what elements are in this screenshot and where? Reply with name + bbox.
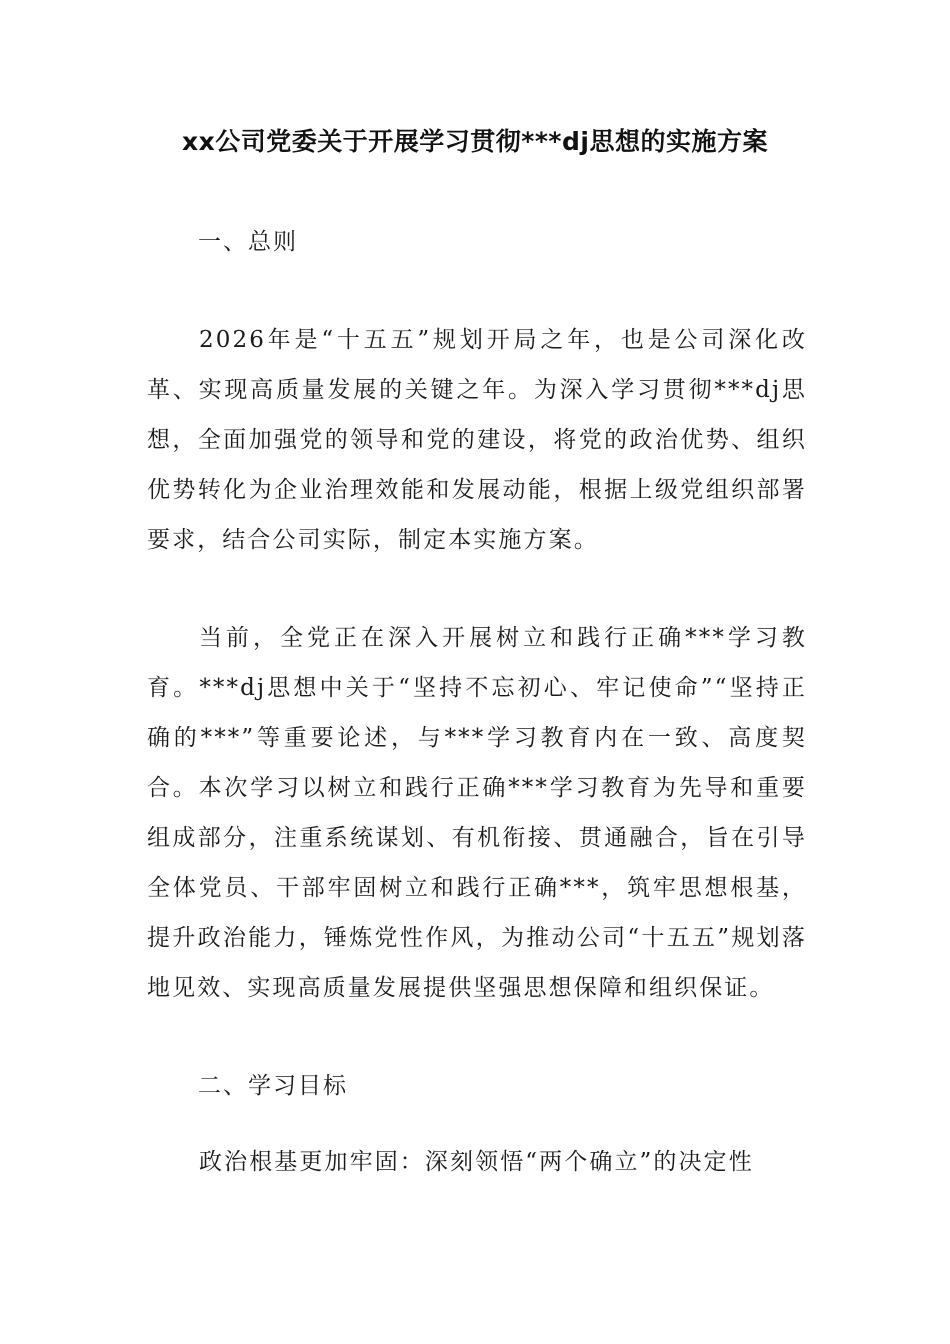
- paragraph-intro: 2026年是“十五五”规划开局之年，也是公司深化改革、实现高质量发展的关键之年。为深入学习贯彻***dj思想，全面加强党的领导和党的建设，将党的政治优势、组织优势转化为企业治理效能和发展动能，根据上级党组织部署要求，结合公司实际，制定本实施方案。: [147, 327, 807, 553]
- section-heading-general: 一、总则: [198, 229, 298, 255]
- paragraph-context: 当前，全党正在深入开展树立和践行正确***学习教育。***dj思想中关于“坚持不忘初心、牢记使命”“坚持正确的***”等重要论述，与***学习教育内在一致、高度契合。本次学习以树立和践行正确***学习教育为先导和重要组成部分，注重系统谋划、有机衔接、贯通融合，旨在引导全体党员、干部牢固树立和践行正确***，筑牢思想根基，提升政治能力，锤炼党性作风，为推动公司“十五五”规划落地见效、实现高质量发展提供坚强思想保障和组织保证。: [147, 625, 807, 1001]
- document-title: xx公司党委关于开展学习贯彻***dj思想的实施方案: [182, 127, 768, 156]
- paragraph-goal-political: 政治根基更加牢固：深刻领悟“两个确立”的决定性: [199, 1149, 754, 1175]
- section-heading-goals: 二、学习目标: [198, 1073, 348, 1099]
